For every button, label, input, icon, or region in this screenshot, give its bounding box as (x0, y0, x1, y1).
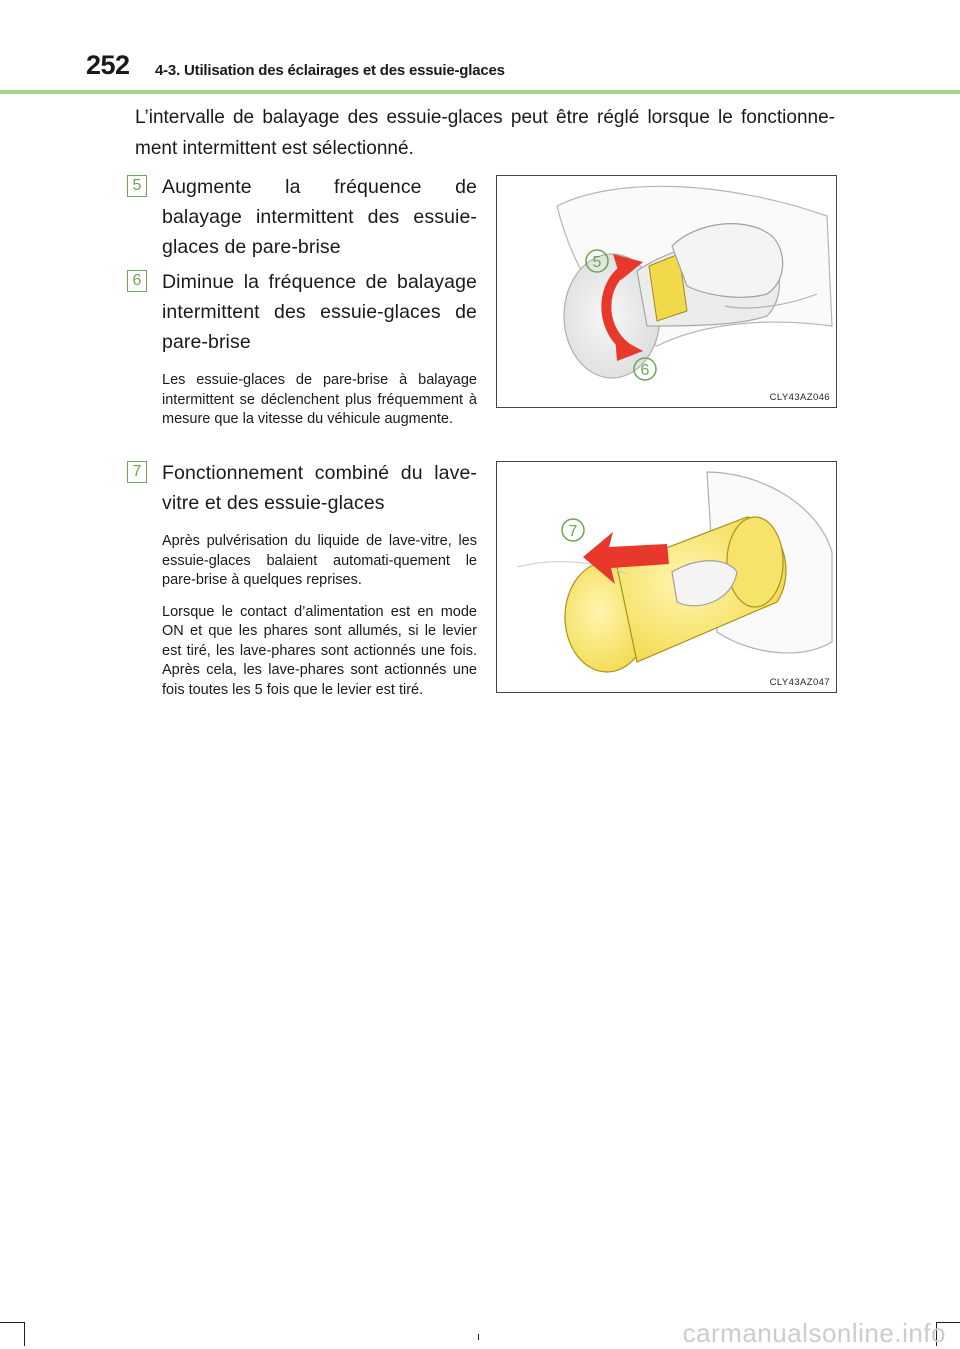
watermark: carmanualsonline.info (682, 1318, 946, 1348)
item-note: Les essuie-glaces de pare-brise à balayage intermittent se déclenchent plus fréquemment à mesure que la vitesse du véhicule augmente. (162, 372, 477, 427)
intro-paragraph: L’intervalle de balayage des essuie-glaces peut être réglé lorsque le fonctionne-ment intermittent est sélectionné. (135, 107, 835, 159)
item-number-badge: 5 (127, 175, 147, 197)
item-note: Lorsque le contact d’alimentation est en mode ON et que les phares sont allumés, si le levier est tiré, les lave-phares sont actionnés une fois. Après cela, les lave-phares sont actionnés une fois toutes les 5 fois que le levier est tiré. (162, 603, 477, 698)
page-number: 252 (86, 50, 130, 80)
figure-code: CLY43AZ047 (769, 677, 830, 688)
crop-mark (478, 1334, 479, 1340)
item-label: Augmente la fréquence de balayage intermittent des essuie-glaces de pare-brise (162, 176, 477, 258)
wiper-lever-illustration (497, 176, 835, 406)
item-note: Après pulvérisation du liquide de lave-vitre, les essuie-glaces balaient automati-quement le pare-brise à quelques reprises. (162, 533, 477, 588)
item-5 (127, 172, 477, 262)
item-label: Diminue la fréquence de balayage intermittent des essuie-glaces de pare-brise (162, 271, 477, 353)
item-number-badge: 7 (127, 461, 147, 483)
item-6 (127, 267, 477, 430)
figure-washer-operation (496, 461, 837, 693)
washer-lever-illustration (497, 462, 835, 691)
item-7 (127, 458, 477, 700)
crop-mark (0, 1322, 24, 1323)
callout-5-label: 5 (592, 254, 602, 271)
section-title: 4-3. Utilisation des éclairages et des essuie-glaces (155, 62, 505, 79)
header-divider (0, 90, 960, 94)
figure-wiper-interval (496, 175, 837, 408)
item-label: Fonctionnement combiné du lave-vitre et des essuie-glaces (162, 462, 477, 514)
figure-code: CLY43AZ046 (769, 392, 830, 403)
callout-6-label: 6 (640, 362, 650, 379)
item-number-badge: 6 (127, 270, 147, 292)
crop-mark (24, 1322, 25, 1346)
callout-7-label: 7 (568, 523, 578, 540)
